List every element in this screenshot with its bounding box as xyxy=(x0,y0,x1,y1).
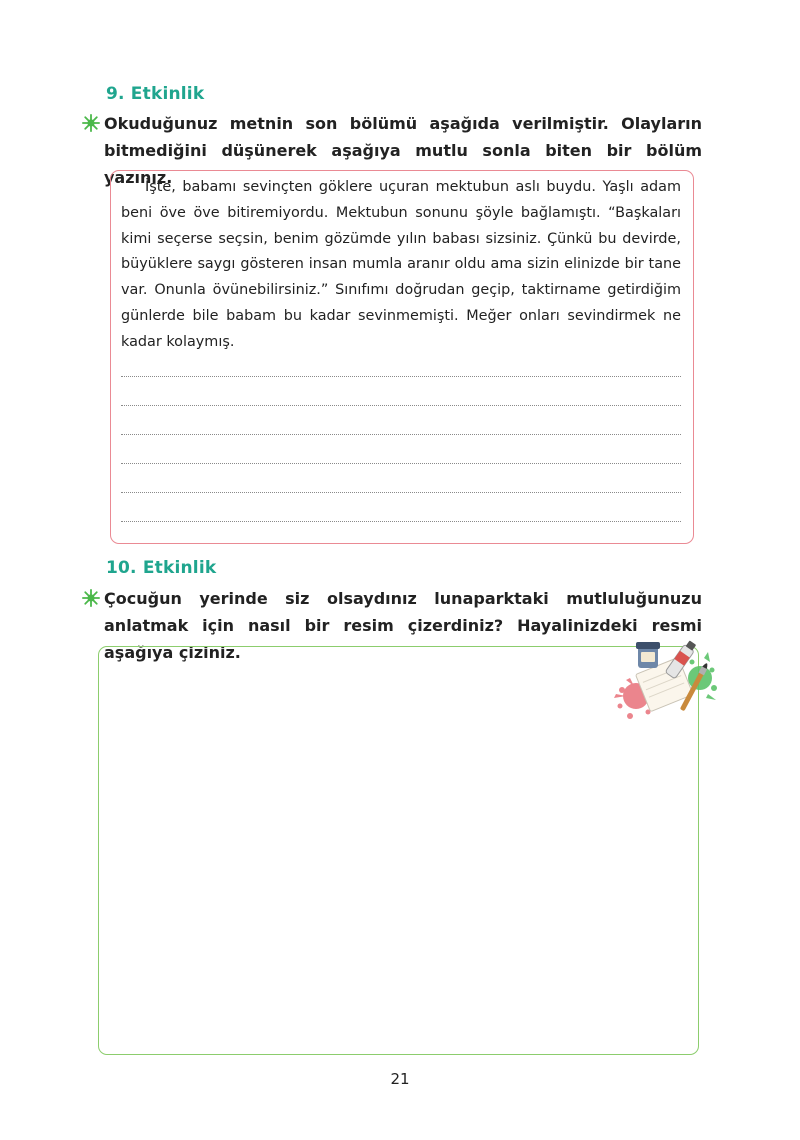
activity-10-title: 10. Etkinlik xyxy=(106,558,217,578)
activity-10-instruction-text: Çocuğun yerinde siz olsaydınız lunaparktaki mutluluğunuzu anlatmak için nasıl bir resim çizerdiniz? Hayalinizdeki resmi aşağıya çiziniz. xyxy=(104,589,702,662)
writing-line[interactable] xyxy=(121,376,681,377)
writing-line[interactable] xyxy=(121,463,681,464)
story-passage: İşte, babamı sevinçten göklere uçuran mektubun aslı buydu. Yaşlı adam beni öve öve bitiremiyordu. Mektubun sonunu şöyle bağlamıştı. “Başkaları kimi seçerse seçsin, benim gözümde yılın babası sizsiniz. Çünkü bu devirde, büyüklere saygı gösteren insan mumla aranır oldu ama sizin elinizde bir tane var. Onunla övünebilirsiniz.” Sınıfımı doğrudan geçip, taktirname getirdiğim günlerde bile babam bu kadar sevinmemişti. Meğer onları sevindirmek ne kadar kolaymış. xyxy=(121,179,681,350)
writing-line[interactable] xyxy=(121,492,681,493)
writing-line[interactable] xyxy=(121,521,681,522)
page-number: 21 xyxy=(390,1070,410,1088)
activity-9-text-box xyxy=(110,170,694,544)
writing-line[interactable] xyxy=(121,405,681,406)
activity-9-title: 9. Etkinlik xyxy=(106,84,205,104)
activity-9-instruction-text: Okuduğunuz metnin son bölümü aşağıda verilmiştir. Olayların bitmediğini düşünerek aşağıya mutlu sonla biten bir bölüm yazınız. xyxy=(104,114,702,187)
green-star-icon xyxy=(82,114,100,132)
writing-line[interactable] xyxy=(121,434,681,435)
paint-supplies-illustration xyxy=(608,634,718,726)
green-star-icon xyxy=(82,589,100,607)
